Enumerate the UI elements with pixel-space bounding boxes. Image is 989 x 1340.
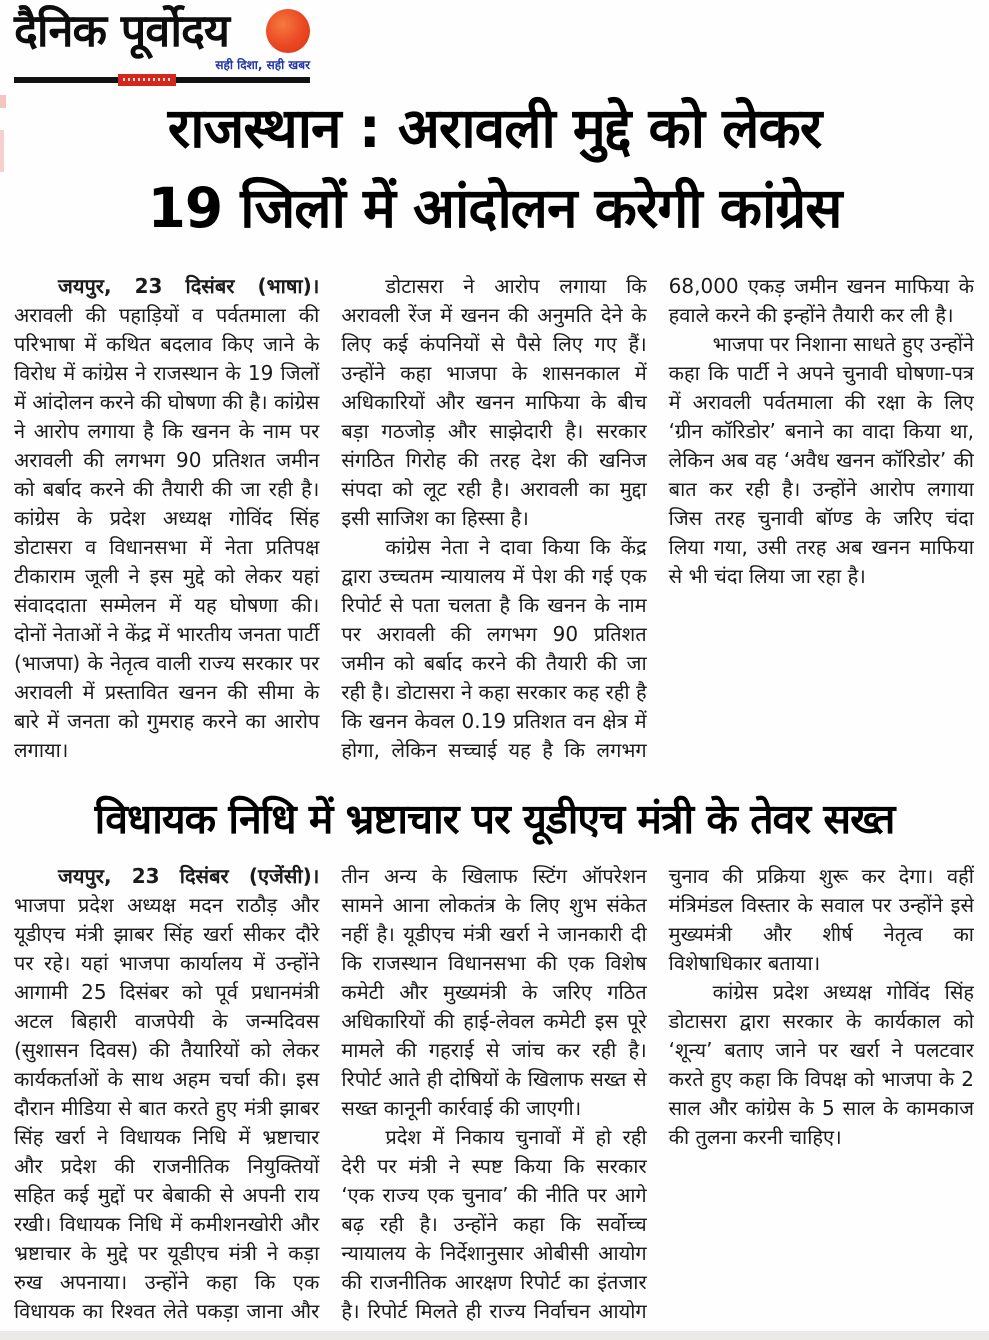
masthead-rule xyxy=(14,77,310,83)
article1-headline xyxy=(0,88,989,248)
article2-paragraph-1-text: भाजपा प्रदेश अध्यक्ष मदन राठौड़ और यूडीएच मंत्री झाबर सिंह खर्रा सीकर दौरे पर रहे। यहां भाजपा कार्यालय में उन्होंने आगामी 25 दिसंबर को पूर्व प्रधानमंत्री अटल बिहारी वाजपेयी के जन्मदिवस (सुशासन दिवस) की तैयारियों को लेकर कार्यकर्ताओं के साथ अहम चर्चा की। इस दौरान मीडिया से बात करते हुए मंत्री झाबर सिंह खर्रा ने विधायक निधि में भ्रष्टाचार और प्रदेश की राजनीतिक नियुक्तियों सहित कई मुद्दों पर बेबाकी से अपनी राय रखी। विधायक निधि में कमीशनखोरी और भ्रष्टाचार के मुद्दे पर यूडीएच मंत्री ने कड़ा रुख अपनाया। उन्होंने कहा कि एक विधायक का रिश्वत लेते पकड़ा जाना और तीन अन्य के खिलाफ स्टिंग ऑपरेशन सामने आना लोकतंत्र के लिए शुभ संकेत नहीं है। यूडीएच मंत्री खर्रा ने जानकारी दी कि राजस्थान विधानसभा की एक विशेष कमेटी और मुख्यमंत्री के जरिए गठित अधिकारियों की हाई-लेवल कमेटी इस पूरे मामले की गहराई से जांच कर रही है। रिपोर्ट आते ही दोषियों के खिलाफ सख्त से सख्त कानूनी कार्रवाई की जाएगी। xyxy=(14,864,647,1323)
article1-dateline: जयपुर, 23 दिसंबर (भाषा)। xyxy=(58,274,320,298)
left-edge-scan-mark xyxy=(0,130,4,172)
article2-paragraph-2: प्रदेश में निकाय चुनावों में हो रही देरी पर मंत्री ने स्पष्ट किया कि सरकार ‘एक राज्य एक चुनाव’ की नीति पर आगे बढ़ रही है। उन्होंने कहा कि सर्वोच्च न्यायालय के निर्देशानुसार ओबीसी आयोग की राजनीतिक आरक्षण रिपोर्ट का इंतजार है। रिपोर्ट मिलते ही राज्य निर्वाचन आयोग चुनाव की प्रक्रिया शुरू कर देगा। वहीं मंत्रिमंडल विस्तार के सवाल पर उन्होंने इसे मुख्यमंत्री और शीर्ष नेतृत्व का विशेषाधिकार बताया। xyxy=(341,864,974,1323)
masthead-red-badge xyxy=(118,74,176,86)
masthead-tagline: सही दिशा, सही खबर xyxy=(215,57,310,72)
article1-paragraph-4: भाजपा पर निशाना साधते हुए उन्होंने कहा कि पार्टी ने अपने चुनावी घोषणा-पत्र में अरावली पर्वतमाला की रक्षा के लिए ‘ग्रीन कॉरिडोर’ बनाने का वादा किया था, लेकिन अब वह ‘अवैध खनन कॉरिडोर’ की बात कर रही है। उन्होंने आरोप लगाया जिस तरह चुनावी बॉण्ड के जरिए चंदा लिया गया, उसी तरह अब खनन माफिया से भी चंदा लिया जा रहा है। xyxy=(668,332,974,588)
article2-headline: विधायक निधि में भ्रष्टाचार पर यूडीएच मंत्री के तेवर सख्त xyxy=(94,795,895,843)
bottom-scan-strip xyxy=(0,1331,989,1340)
article1-paragraph-1 xyxy=(14,272,319,765)
article1-body xyxy=(14,272,974,780)
article2-dateline: जयपुर, 23 दिसंबर (एजेंसी)। xyxy=(58,864,320,888)
left-edge-scan-mark xyxy=(0,95,6,108)
article2-paragraph-3: कांग्रेस प्रदेश अध्यक्ष गोविंद सिंह डोटासरा द्वारा सरकार के कार्यकाल को ‘शून्य’ बताए जाने पर खर्रा ने पलटवार करते हुए कहा कि विपक्ष को भाजपा के 2 साल और कांग्रेस के 5 साल के कामकाज की तुलना करनी चाहिए। xyxy=(668,980,974,1149)
article1-paragraph-2: डोटासरा ने आरोप लगाया कि अरावली रेंज में खनन की अनुमति देने के लिए कई कंपनियों से पैसे लिए गए हैं। उन्होंने कहा भाजपा के शासनकाल में अधिकारियों और खनन माफिया के बीच बड़ा गठजोड़ और साझेदारी है। सरकार संगठित गिरोह की तरह देश की खनिज संपदा को लूट रही है। अरावली का मुद्दा इसी साजिश का हिस्सा है। xyxy=(341,274,647,530)
masthead xyxy=(14,6,344,83)
article2-body xyxy=(14,862,974,1332)
newspaper-title: दैनिक पूर्वोदय xyxy=(14,4,229,57)
article1-headline-line2: 19 जिलों में आंदोलन करेगी कांग्रेस xyxy=(147,176,842,240)
article1-paragraph-3: कांग्रेस नेता ने दावा किया कि केंद्र द्वारा उच्चतम न्यायालय में पेश की गई एक रिपोर्ट से पता चलता है कि खनन के नाम पर अरावली की लगभग 90 प्रतिशत जमीन को बर्बाद करने की तैयारी की जा रही है। डोटासरा ने कहा सरकार कह रही है कि खनन केवल 0.19 प्रतिशत वन क्षेत्र में होगा, लेकिन सच्चाई यह है कि लगभग 68,000 एकड़ जमीन खनन माफिया के हवाले करने की इन्होंने तैयारी कर ली है। xyxy=(341,274,974,762)
article1-paragraph-1-text: अरावली की पहाड़ियों व पर्वतमाला की परिभाषा में कथित बदलाव किए जाने के विरोध में कांग्रेस ने राजस्थान के 19 जिलों में आंदोलन करने की घोषणा की है। कांग्रेस ने आरोप लगाया है कि खनन के नाम पर अरावली की लगभग 90 प्रतिशत जमीन को बर्बाद करने की तैयारी की जा रही है। कांग्रेस के प्रदेश अध्यक्ष गोविंद सिंह डोटासरा व विधानसभा में नेता प्रतिपक्ष टीकाराम जूली ने इस मुद्दे को लेकर यहां संवाददाता सम्मेलन में यह घोषणा की। दोनों नेताओं ने केंद्र में भारतीय जनता पार्टी (भाजपा) के नेतृत्व वाली राज्य सरकार पर अरावली में प्रस्तावित खनन की सीमा के बारे में जनता को गुमराह करने का आरोप लगाया। xyxy=(14,303,320,762)
article1-headline-line1: राजस्थान : अरावली मुद्दे को लेकर xyxy=(167,96,822,160)
